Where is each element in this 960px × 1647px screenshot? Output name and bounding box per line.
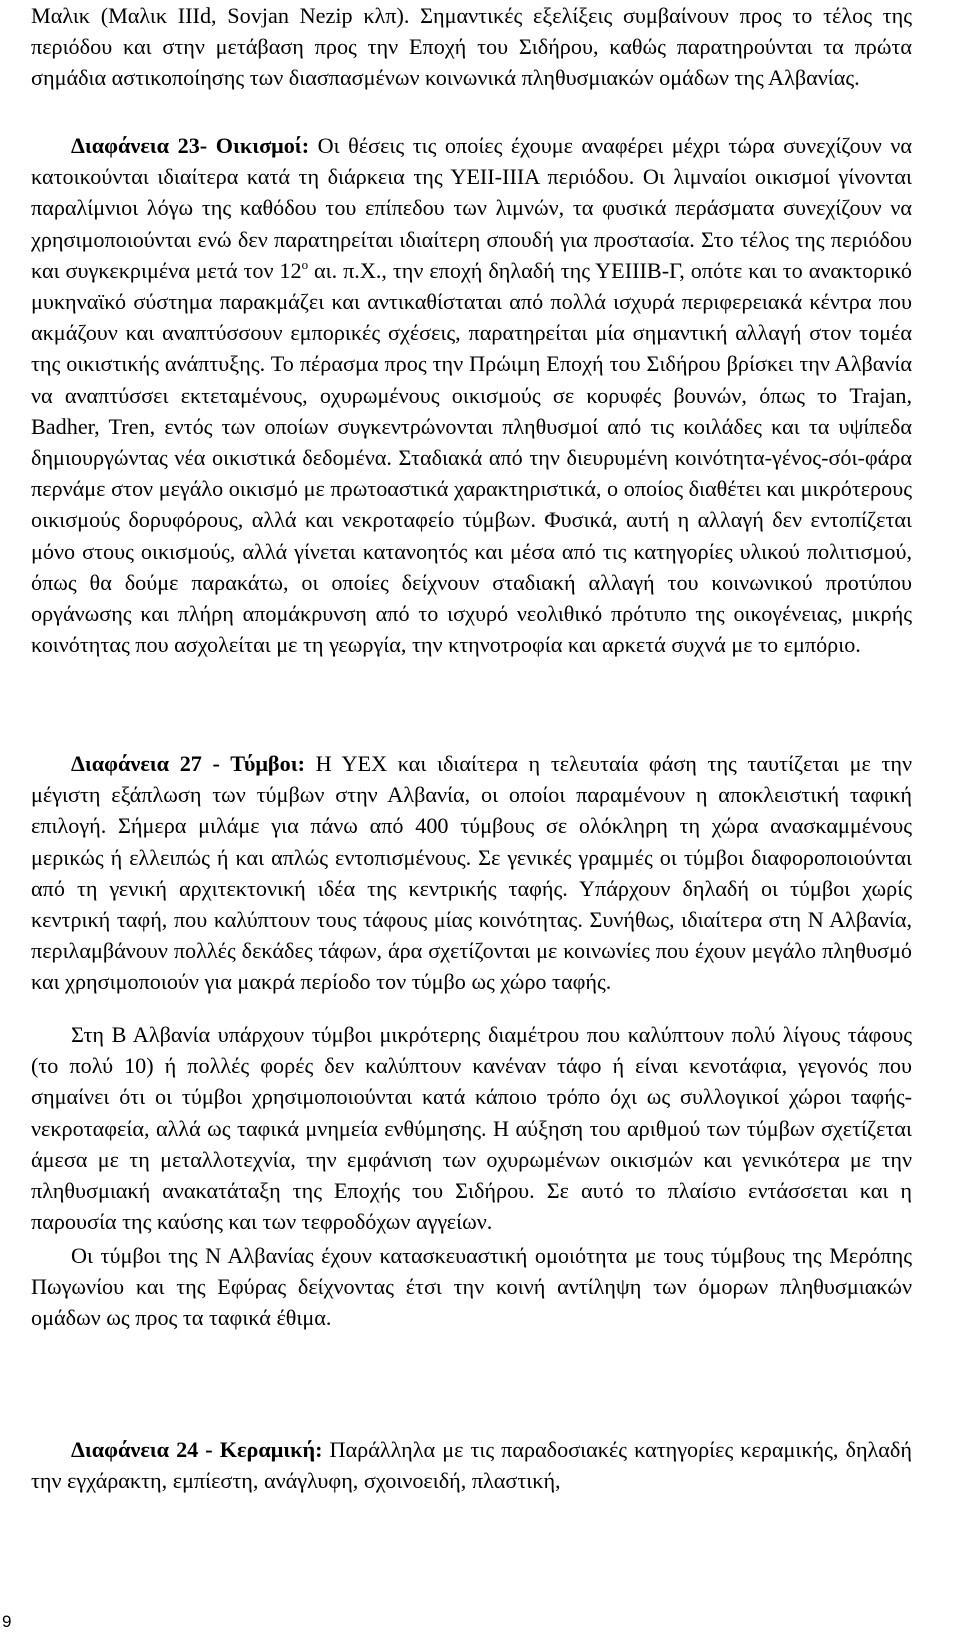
- paragraph-ceramics: [31, 1434, 912, 1496]
- paragraph-settlements: [31, 130, 912, 660]
- paragraph-north-albania: [31, 1019, 912, 1237]
- paragraph-text: Οι θέσεις τις οποίες έχουμε αναφέρει μέχρι τώρα συνεχίζουν να κατοικούνται ιδιαίτερα κατά τη διάρκεια της ΥΕΙΙ-ΙΙΙΑ περιόδου. Οι λιμναίοι οικισμοί γίνονται παραλίμνιοι λόγω της καθόδου του επίπεδου των λιμνών, τα φυσικά περάσματα συνεχίζουν να χρησιμοποιούνται ενώ δεν παρατηρείται ιδιαίτερη σπουδή για προστασία. Στο τέλος της περιόδου και συγκεκριμένα μετά τον 12: [31, 133, 912, 283]
- page-number: 9: [2, 1612, 12, 1631]
- paragraph-text: Η ΥΕΧ και ιδιαίτερα η τελευταία φάση της ταυτίζεται με την μέγιστη εξάπλωση των τύμβων στην Αλβανία, οι οποίοι παραμένουν η αποκλειστική ταφική επιλογή. Σήμερα μιλάμε για πάνω από 400 τύμβους σε ολόκληρη τη χώρα ανασκαμμένους μερικώς ή ελλειπώς ή και απλώς εντοπισμένους. Σε γενικές γραμμές οι τύμβοι διαφοροποιούνται από τη γενική αρχιτεκτονική ιδέα της κεντρικής ταφής. Υπάρχουν δηλαδή οι τύμβοι χωρίς κεντρική ταφή, που καλύπτουν τους τάφους μίας κοινότητας. Συνήθως, ιδιαίτερα στη Ν Αλβανία, περιλαμβάνουν πολλές δεκάδες τάφων, άρα σχετίζονται με κοινωνίες που έχουν μεγάλο πληθυσμό και χρησιμοποιούν για μακρά περίοδο τον τύμβο ως χώρο ταφής.: [31, 751, 912, 995]
- paragraph-text: Στη Β Αλβανία υπάρχουν τύμβοι μικρότερης διαμέτρου που καλύπτουν πολύ λίγους τάφους (το πολύ 10) ή πολλές φορές δεν καλύπτουν κανέναν τάφο ή είναι κενοτάφια, γεγονός που σημαίνει ότι οι τύμβοι χρησιμοποιούνται κατά κάποιο τρόπο όχι ως συλλογικοί χώροι ταφής-νεκροταφεία, αλλά ως ταφικά μνημεία ενθύμησης. Η αύξηση του αριθμού των τύμβων σχετίζεται άμεσα με τη μεταλλοτεχνία, την εμφάνιση των οχυρωμένων οικισμών και γενικότερα με την πληθυσμιακή ανακατάταξη της Εποχής του Σιδήρου. Σε αυτό το πλαίσιο εντάσσεται και η παρουσία της καύσης και των τεφροδόχων αγγείων.: [31, 1022, 912, 1235]
- paragraph-text: Οι τύμβοι της Ν Αλβανίας έχουν κατασκευαστική ομοιότητα με τους τύμβους της Μερόπης Πωγωνίου και της Εφύρας δείχνοντας έτσι την κοινή αντίληψη των όμορων πληθυσμιακών ομάδων ως προς τα ταφικά έθιμα.: [31, 1243, 912, 1331]
- paragraph-intro: [31, 0, 912, 94]
- paragraph-south-albania: [31, 1240, 912, 1334]
- paragraph-tumuli: [31, 748, 912, 998]
- paragraph-text: Παράλληλα με τις παραδοσιακές κατηγορίες κεραμικής, δηλαδή την εγχάρακτη, εμπίεστη, ανάγλυφη, σχοινοειδή, πλαστική,: [31, 1437, 912, 1494]
- section-heading-tumuli: Διαφάνεια 27 - Τύμβοι:: [71, 751, 305, 776]
- paragraph-text-continued: αι. π.Χ., την εποχή δηλαδή της ΥΕΙΙΙΒ-Γ, οπότε και το ανακτορικό μυκηναϊκό σύστημα παρακμάζει και αντικαθίσταται από πολλά ισχυρά περιφερειακά κέντρα που ακμάζουν και αναπτύσσουν εμπορικές σχέσεις, παρατηρείται μία σημαντική αλλαγή στον τομέα της οικιστικής ανάπτυξης. Το πέρασμα προς την Πρώιμη Εποχή του Σιδήρου βρίσκει την Αλβανία να αναπτύσσει εκτεταμένους, οχυρωμένους οικισμούς σε κορυφές βουνών, όπως το Trajan, Badher, Tren, εντός των οποίων συγκεντρώνονται πληθυσμοί από τις κοιλάδες και τα υψίπεδα δημιουργώντας νέα οικιστικά δεδομένα. Σταδιακά από την διευρυμένη κοινότητα-γένος-σόι-φάρα περνάμε στον μεγάλο οικισμό με πρωτοαστικά χαρακτηριστικά, ο οποίος διαθέτει και μικρότερους οικισμούς δορυφόρους, αλλά και νεκροταφείο τύμβων. Φυσικά, αυτή η αλλαγή δεν εντοπίζεται μόνο στους οικισμούς, αλλά γίνεται κατανοητός και μέσα από τις κατηγορίες υλικού πολιτισμού, όπως θα δούμε παρακάτω, οι οποίες δείχνουν σταδιακή αλλαγή του κοινωνικού προτύπου οργάνωσης και πλήρη απομάκρυνση από το ισχυρό νεολιθικό πρότυπο της οικογένειας, μικρής κοινότητας που ασχολείται με τη γεωργία, την κτηνοτροφία και αρκετά συχνά με το εμπόριο.: [31, 257, 912, 658]
- section-heading-settlements: Διαφάνεια 23- Οικισμοί:: [71, 133, 310, 158]
- section-heading-ceramics: Διαφάνεια 24 - Κεραμική:: [71, 1437, 323, 1462]
- paragraph-text: Μαλικ (Μαλικ IIId, Sovjan Nezip κλπ). Σημαντικές εξελίξεις συμβαίνουν προς το τέλος της περιόδου και στην μετάβαση προς την Εποχή του Σιδήρου, καθώς παρατηρούνται τα πρώτα σημάδια αστικοποίησης των διασπασμένων κοινωνικά πληθυσμιακών ομάδων της Αλβανίας.: [31, 3, 912, 91]
- superscript-ordinal: ο: [301, 256, 309, 272]
